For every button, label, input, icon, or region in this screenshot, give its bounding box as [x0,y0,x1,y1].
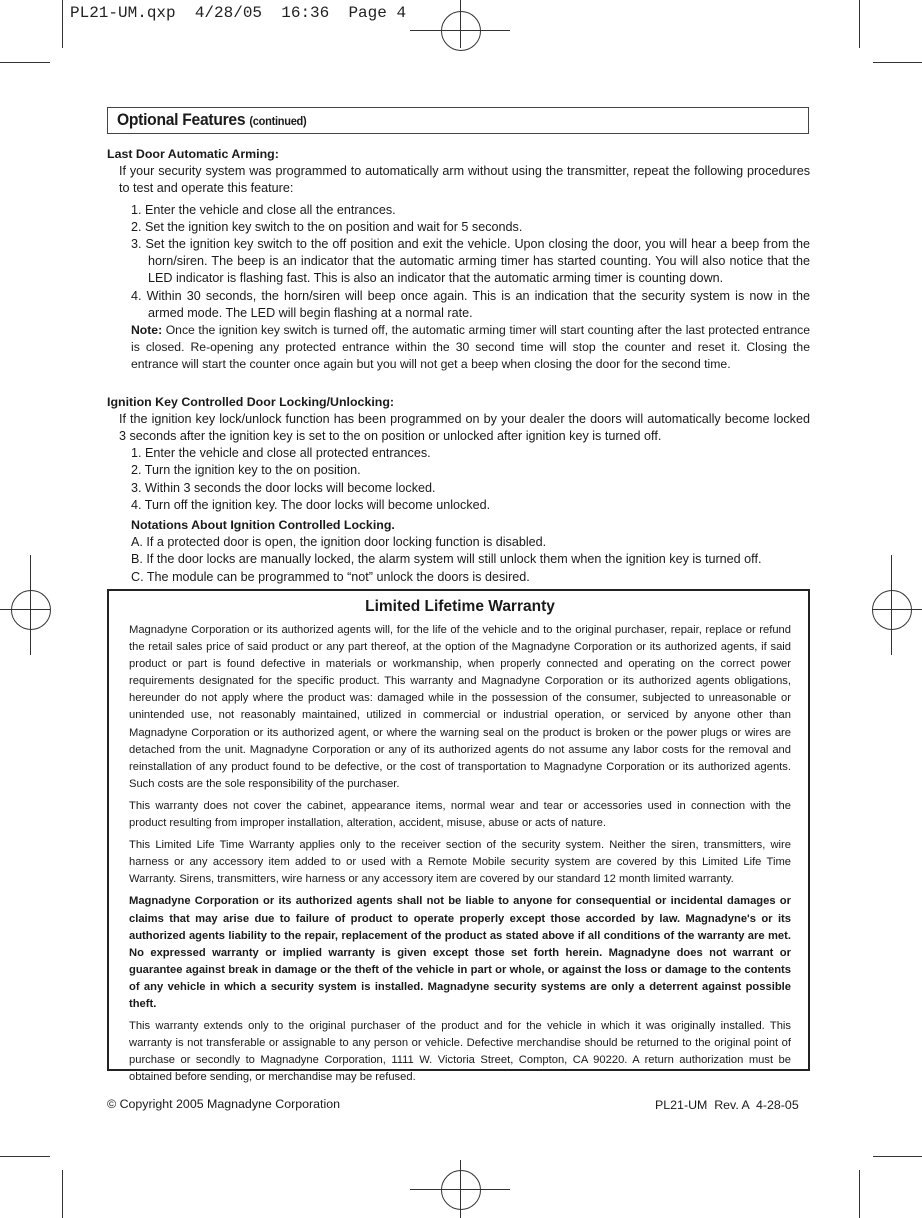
ignition-step-3: 3. Within 3 seconds the door locks will become locked. [131,480,436,495]
notation-c: C. The module can be programmed to “not” unlock the doors is desired. [131,569,530,584]
section-title [117,110,306,130]
warranty-paragraph-4: Magnadyne Corporation or its authorized agents shall not be liable to anyone for consequential or incidental damages or claims that may arise due to failure of product to operate properly except those accorded by law. Magnadyne's or its authorized agents liability to the repair, replacement of the product as stated above if all conditions of the warranty are met. No expressed warranty or implied warranty is given except those set forth herein. Magnadyne does not warrant or guarantee against break in damage or the theft of the vehicle in part or whole, or against the loss or damage to the contents of any vehicle in which a security system is installed. Magnadyne security systems are only a deterrent against possible theft. [129,895,791,1010]
section-title-text: Optional Features [117,110,246,129]
print-slug-line: PL21-UM.qxp 4/28/05 16:36 Page 4 [70,4,407,22]
last-door-step-2: 2. Set the ignition key switch to the on position and wait for 5 seconds. [131,219,523,234]
notation-b: B. If the door locks are manually locked, the alarm system will still unlock them when the ignition key is turned off. [131,552,762,567]
last-door-step-4: 4. Within 30 seconds, the horn/siren will beep once again. This is an indication that the security system is now in the armed mode. The LED will begin flashing at a normal rate. [131,288,810,320]
document-id: PL21-UM Rev. A 4-28-05 [655,1098,799,1112]
last-door-heading: Last Door Automatic Arming: [107,147,279,161]
warranty-paragraph-2: This warranty does not cover the cabinet, appearance items, normal wear and tear or accessories used in connection with the product resulting from improper installation, alteration, accident, misuse, abuse or acts of nature. [129,799,791,830]
last-door-intro: If your security system was programmed to automatically arm without using the transmitter, repeat the following procedures to test and operate this feature: [119,164,810,196]
ignition-intro: If the ignition key lock/unlock function has been programmed on by your dealer the doors will automatically become locked 3 seconds after the ignition key is set to the on position or unlocked after ignition key is turned off. [119,411,810,444]
warranty-box [107,589,810,1084]
warranty-content [129,597,791,1091]
warranty-paragraph-5: This warranty extends only to the original purchaser of the product and for the vehicle in which it was originally installed. This warranty is not transferable or assignable to any person or vehicle. Defective merchandise should be returned to the original point of purchase or secondly to Magnadyne Corporation, 1111 W. Victoria Street, Compton, CA 90220. A return authorization must be obtained before sending, or merchandise may be refused. [129,1020,791,1084]
main-content [107,146,810,586]
ignition-heading: Ignition Key Controlled Door Locking/Unlocking: [107,394,395,409]
last-door-step-3: 3. Set the ignition key switch to the off position and exit the vehicle. Upon closing the door, you will hear a beep from the horn/siren. The beep is an indicator that the automatic arming timer has started counting. You will also notice that the LED indicator is flashing fast. This is also an indicator that the automatic arming timer is counting down. [131,237,810,286]
notations-heading: Notations About Ignition Controlled Locking. [131,518,395,533]
note-label: Note: [131,323,163,338]
note-text: Once the ignition key switch is turned off, the automatic arming timer will start counting after the last protected entrance is closed. Re-opening any protected entrance within the 30 second time will stop the counter and reset it. Closing the entrance will start the counter once again but you will not get a beep when closing the door for the second time. [131,323,810,372]
copyright: © Copyright 2005 Magnadyne Corporation [107,1097,340,1111]
warranty-title: Limited Lifetime Warranty [365,598,555,615]
section-subtitle: (continued) [249,114,307,128]
ignition-step-4: 4. Turn off the ignition key. The door locks will become unlocked. [131,497,491,512]
last-door-step-1: 1. Enter the vehicle and close all the entrances. [131,202,396,217]
ignition-step-1: 1. Enter the vehicle and close all protected entrances. [131,446,431,461]
warranty-paragraph-3: This Limited Life Time Warranty applies only to the receiver section of the security system. Neither the siren, transmitters, wire harness or any accessory item added to or used with a Remote Mobile security system are covered by this Limited Life Time Warranty. Sirens, transmitters, wire harness or any accessory item are covered by our standard 12 month limited warranty. [129,839,791,886]
last-door-note [107,322,810,374]
notation-a: A. If a protected door is open, the ignition door locking function is disabled. [131,535,547,550]
ignition-step-2: 2. Turn the ignition key to the on position. [131,463,361,478]
warranty-paragraph-1: Magnadyne Corporation or its authorized agents will, for the life of the vehicle and to the original purchaser, repair, replace or refund the retail sales price of said product or any part thereof, at the option of the Magnadyne Corporation or its authorized agents, if said product or part is found defective in materials or workmanship, when properly connected and operating on the correct power requirements designated for the specific product. This warranty and Magnadyne Corporation or its authorized agents obligations, hereunder do not apply where the product was: damaged while in the possession of the consumer, subjected to unreasonable or unintended use, not reasonably maintained, utilized in commercial or industrial operation, or serviced by anyone other than Magnadyne Corporation or its authorized agent, or where the warning seal on the product is broken or the power plugs or wires are detached from the unit. Magnadyne Corporation or any of its authorized agents do not assume any labor costs for the removal and reinstallation of any product found to be defective, or the cost of transportation to Magnadyne Corporation or its authorized agents. Such costs are the sole responsibility of the purchaser. [129,624,791,790]
